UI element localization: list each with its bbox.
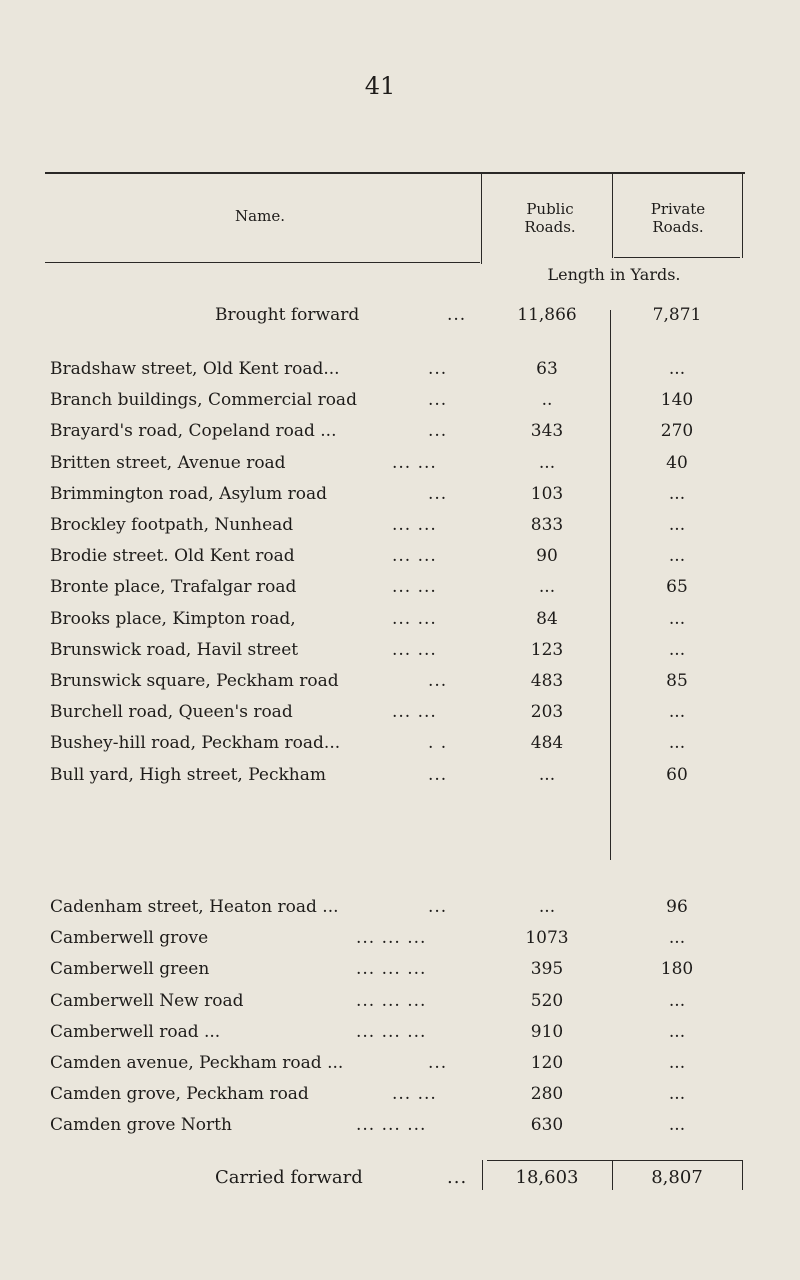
table-row — [0, 668, 800, 694]
public-length: 395 — [530, 959, 564, 980]
leader-dots: ... — [428, 483, 448, 504]
leader-dots: ... ... ... — [356, 959, 427, 980]
public-length: 103 — [530, 483, 564, 504]
header-name: Name. — [235, 207, 285, 225]
road-name: Brunswick road, Havil street — [50, 639, 299, 660]
private-length: ... — [668, 1115, 686, 1136]
private-length: ... — [668, 515, 686, 535]
road-name: Bronte place, Trafalgar road — [50, 577, 297, 598]
public-length: 120 — [530, 1053, 564, 1073]
private-length: ... — [668, 733, 686, 754]
public-length: 343 — [530, 421, 564, 442]
private-length: 60 — [666, 764, 688, 785]
road-name: Camberwell grove — [50, 928, 209, 949]
public-length: 90 — [536, 546, 558, 567]
public-length: 203 — [530, 702, 564, 723]
table-row — [0, 512, 800, 538]
brought-forward-label: Brought forward — [215, 305, 360, 325]
header-bottom-rule-right — [614, 257, 740, 258]
table-row — [0, 925, 800, 951]
road-name: Brunswick square, Peckham road — [50, 671, 339, 691]
road-name: Britten street, Avenue road — [50, 452, 286, 473]
public-length: 520 — [530, 990, 564, 1011]
table-row — [0, 988, 800, 1014]
brought-forward-public: 11,866 — [517, 305, 577, 325]
private-length: 96 — [666, 897, 688, 917]
carried-forward-private: 8,807 — [651, 1167, 703, 1188]
road-name: Camden grove North — [50, 1115, 232, 1136]
private-length: ... — [668, 1084, 686, 1105]
total-top-rule — [487, 1160, 743, 1161]
page-number: 41 — [364, 72, 396, 100]
table-top-rule — [45, 172, 745, 174]
table-row — [0, 450, 800, 476]
road-name: Camberwell road ... — [50, 1021, 221, 1042]
road-name: Burchell road, Queen's road — [50, 702, 293, 723]
private-length: ... — [668, 702, 686, 723]
road-name: Brooks place, Kimpton road, — [50, 608, 296, 629]
road-name: Cadenham street, Heaton road ... — [50, 897, 339, 917]
private-length: 85 — [666, 671, 688, 691]
table-row — [0, 1019, 800, 1045]
public-length: 84 — [536, 608, 558, 629]
table-row — [0, 730, 800, 756]
leader-dots: ... — [428, 764, 448, 785]
table-row — [0, 1112, 800, 1138]
leader-dots: ... ... — [392, 546, 437, 567]
public-length: ... — [538, 764, 556, 785]
table-row — [0, 637, 800, 663]
table-row — [0, 894, 800, 920]
table-row — [0, 356, 800, 382]
leader-dots: ... ... ... — [356, 990, 427, 1011]
leader-dots: ... — [428, 421, 448, 442]
private-length: ... — [668, 639, 686, 660]
leader-dots: ... — [428, 390, 448, 411]
road-name: Bushey-hill road, Peckham road... — [50, 733, 341, 754]
leader-dots: ... — [447, 305, 467, 325]
table-row — [0, 762, 800, 788]
public-length: 1073 — [525, 928, 569, 949]
public-length: 483 — [530, 671, 564, 691]
public-length: ... — [538, 897, 556, 917]
road-name: Branch buildings, Commercial road — [50, 390, 357, 411]
public-length: ... — [538, 452, 556, 473]
leader-dots: ... — [447, 1167, 468, 1188]
column-divider-private — [612, 172, 613, 258]
leader-dots: ... — [428, 897, 448, 917]
private-length: 65 — [666, 577, 688, 598]
public-length: 484 — [530, 733, 564, 754]
length-caption: Length in Yards. — [547, 265, 681, 284]
table-row — [0, 543, 800, 569]
carried-forward-label: Carried forward — [215, 1167, 363, 1188]
header-private-roads: Private Roads. — [650, 200, 706, 236]
private-length: ... — [668, 483, 686, 504]
brought-forward-row — [0, 302, 800, 328]
private-length: ... — [668, 608, 686, 629]
road-name: Brimmington road, Asylum road — [50, 483, 328, 504]
leader-dots: ... ... — [392, 452, 437, 473]
road-name: Brayard's road, Copeland road ... — [50, 421, 337, 442]
table-row — [0, 956, 800, 982]
private-length: 40 — [666, 452, 688, 473]
leader-dots: ... — [428, 359, 448, 379]
road-name: Camden grove, Peckham road — [50, 1084, 309, 1105]
leader-dots: ... ... ... — [356, 1021, 427, 1042]
private-length: 140 — [660, 390, 694, 411]
leader-dots: ... ... ... — [356, 1115, 427, 1136]
table-row — [0, 418, 800, 444]
road-name: Bull yard, High street, Peckham — [50, 764, 326, 785]
public-length: .. — [541, 390, 553, 411]
road-name: Camden avenue, Peckham road ... — [50, 1053, 344, 1073]
road-name: Brockley footpath, Nunhead — [50, 515, 294, 535]
private-length: ... — [668, 1021, 686, 1042]
public-length: 63 — [536, 359, 558, 379]
public-length: 833 — [530, 515, 564, 535]
road-name: Camberwell green — [50, 959, 210, 980]
road-name: Camberwell New road — [50, 990, 244, 1011]
leader-dots: ... ... — [392, 702, 437, 723]
column-divider-public — [481, 172, 482, 264]
public-length: 123 — [530, 639, 564, 660]
leader-dots: ... — [428, 671, 448, 691]
table-row — [0, 699, 800, 725]
table-row — [0, 1050, 800, 1076]
leader-dots: ... ... — [392, 1084, 437, 1105]
header-public-roads: Public Roads. — [524, 200, 576, 236]
leader-dots: ... ... — [392, 577, 437, 598]
public-length: ... — [538, 577, 556, 598]
leader-dots: . . — [428, 733, 448, 754]
column-divider-right — [742, 172, 743, 258]
public-length: 910 — [530, 1021, 564, 1042]
leader-dots: ... ... — [392, 515, 437, 535]
private-length: ... — [668, 359, 686, 379]
private-length: ... — [668, 990, 686, 1011]
private-length: ... — [668, 546, 686, 567]
table-row — [0, 481, 800, 507]
public-length: 630 — [530, 1115, 564, 1136]
table-row — [0, 574, 800, 600]
leader-dots: ... ... — [392, 608, 437, 629]
private-length: 270 — [660, 421, 694, 442]
private-length: ... — [668, 928, 686, 949]
table-row — [0, 387, 800, 413]
header-bottom-rule — [45, 262, 480, 263]
leader-dots: ... ... — [392, 639, 437, 660]
private-length: ... — [668, 1053, 686, 1073]
private-length: 180 — [660, 959, 694, 980]
road-name: Brodie street. Old Kent road — [50, 546, 295, 567]
road-name: Bradshaw street, Old Kent road... — [50, 359, 340, 379]
leader-dots: ... ... ... — [356, 928, 427, 949]
public-length: 280 — [530, 1084, 564, 1105]
carried-forward-public: 18,603 — [515, 1167, 579, 1188]
leader-dots: ... — [428, 1053, 448, 1073]
brought-forward-private: 7,871 — [652, 305, 702, 325]
table-row — [0, 606, 800, 632]
carried-forward-row — [0, 1165, 800, 1191]
table-row — [0, 1081, 800, 1107]
